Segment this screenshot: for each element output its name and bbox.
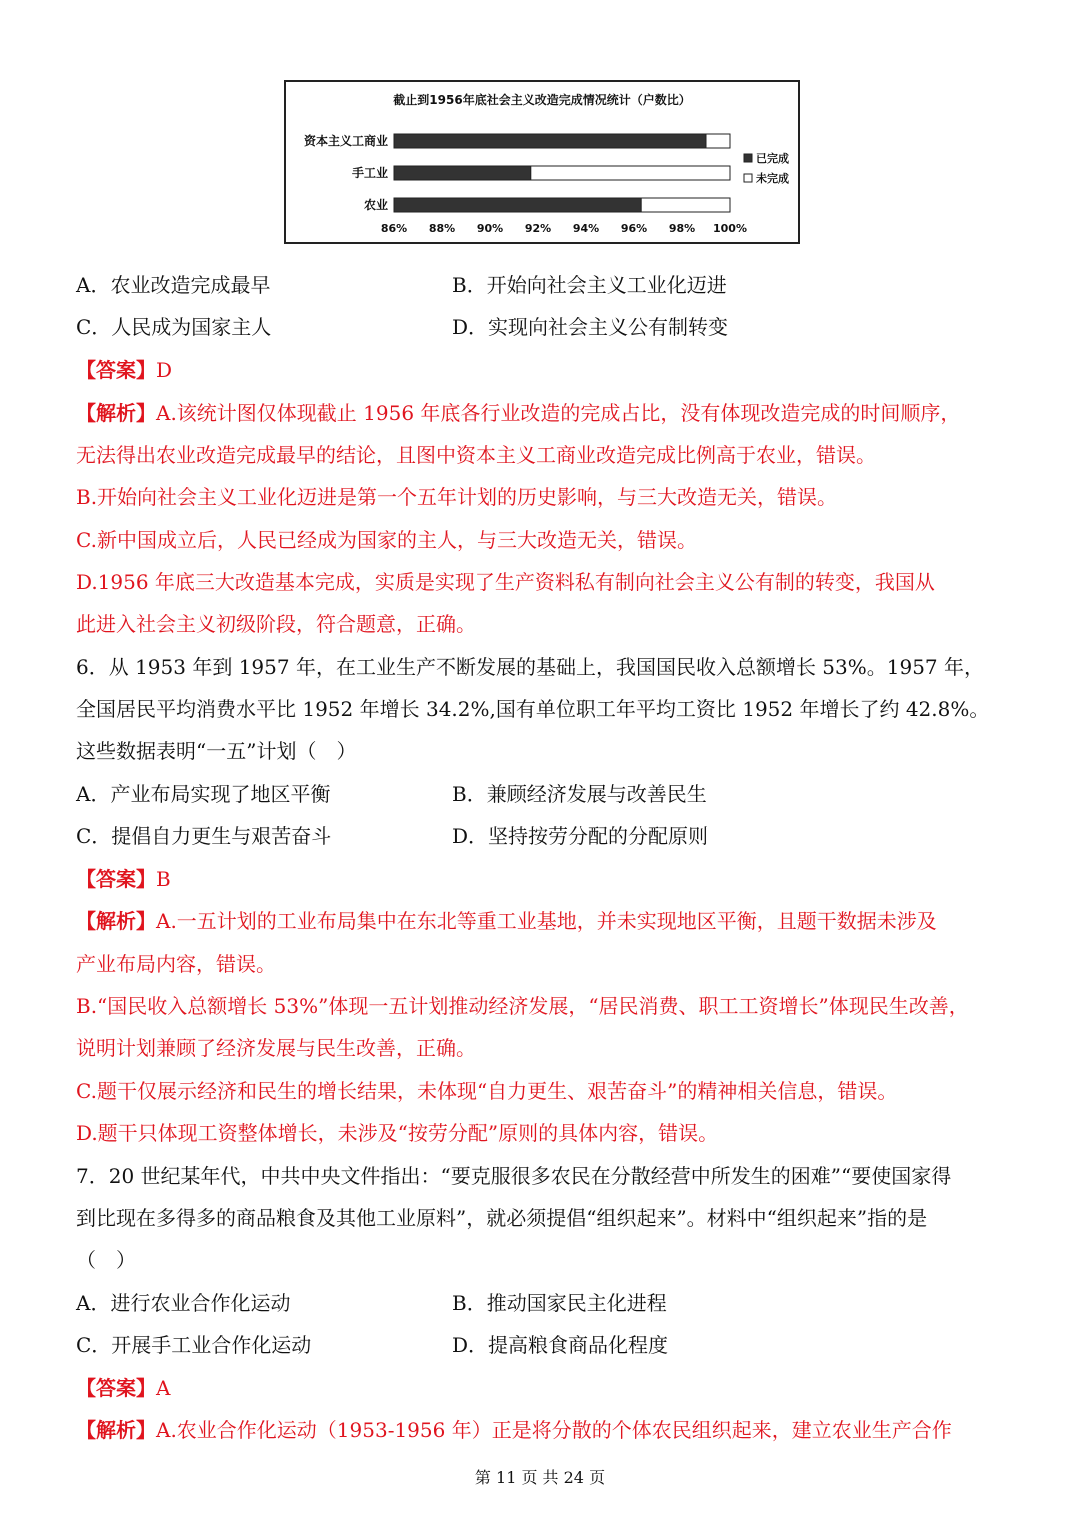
q5-analysis-line: 无法得出农业改造完成最早的结论，且图中资本主义工商业改造完成比例高于农业，错误。 — [76, 443, 876, 467]
analysis-label: 【解析】 — [76, 909, 156, 933]
chart-svg — [286, 82, 798, 242]
analysis-text: A.农业合作化运动（1953-1956 年）正是将分散的个体农民组织起来，建立农业生产合作 — [156, 1418, 952, 1442]
answer-label: 【答案】 — [76, 867, 156, 891]
q5-option-b: B．开始向社会主义工业化迈进 — [452, 273, 727, 297]
q5-option-d: D．实现向社会主义公有制转变 — [452, 315, 729, 339]
legend-label: 未完成 — [756, 172, 789, 185]
x-tick-label: 88% — [428, 222, 456, 235]
bar-chart — [284, 80, 800, 244]
q7-option-c: C．开展手工业合作化运动 — [76, 1333, 312, 1357]
q5-option-a: A．农业改造完成最早 — [76, 273, 271, 297]
q6-answer — [76, 867, 171, 891]
answer-value: A — [156, 1376, 171, 1400]
q6-stem-line: 全国居民平均消费水平比 1952 年增长 34.2%,国有单位职工年平均工资比 1952 年增长了约 42.8%。 — [76, 697, 990, 721]
q7-option-b: B．推动国家民主化进程 — [452, 1291, 667, 1315]
page-footer: 第 11 页 共 24 页 — [474, 1468, 606, 1487]
q7-option-d: D．提高粮食商品化程度 — [452, 1333, 669, 1357]
answer-value: D — [156, 358, 173, 382]
q6-stem-line: 这些数据表明“一五”计划（ ） — [76, 739, 357, 763]
q5-analysis-line: 此进入社会主义初级阶段，符合题意，正确。 — [76, 612, 476, 636]
answer-label: 【答案】 — [76, 358, 156, 382]
q6-option-a: A．产业布局实现了地区平衡 — [76, 782, 331, 806]
legend-swatch — [744, 154, 752, 162]
q6-stem-line: 6．从 1953 年到 1957 年，在工业生产不断发展的基础上，我国国民收入总额增长 53%。1957 年， — [76, 655, 985, 679]
legend-label: 已完成 — [756, 152, 789, 165]
answer-label: 【答案】 — [76, 1376, 156, 1400]
q7-answer — [76, 1376, 170, 1400]
q7-analysis-line — [76, 1418, 952, 1442]
q6-option-d: D．坚持按劳分配的分配原则 — [452, 824, 709, 848]
bar-incomplete — [531, 166, 730, 180]
bar-completed — [394, 134, 706, 148]
q5-analysis-line — [76, 401, 960, 425]
q5-analysis-line: D.1956 年底三大改造基本完成，实质是实现了生产资料私有制向社会主义公有制的转变，我国从 — [76, 570, 935, 594]
q7-stem-line: 到比现在多得多的商品粮食及其他工业原料”，就必须提倡“组织起来”。材料中“组织起来”指的是 — [76, 1206, 928, 1230]
analysis-label: 【解析】 — [76, 401, 156, 425]
q6-analysis-line: 说明计划兼顾了经济发展与民生改善，正确。 — [76, 1036, 476, 1060]
q6-option-c: C．提倡自力更生与艰苦奋斗 — [76, 824, 332, 848]
bar-incomplete — [641, 198, 730, 212]
bar-completed — [394, 198, 641, 212]
q6-analysis-line: B.“国民收入总额增长 53%”体现一五计划推动经济发展，“居民消费、职工工资增长”体现民生改善， — [76, 994, 969, 1018]
bar-incomplete — [706, 134, 730, 148]
x-tick-label: 98% — [668, 222, 696, 235]
q5-option-c: C．人民成为国家主人 — [76, 315, 272, 339]
q7-stem-line: 7．20 世纪某年代，中共中央文件指出：“要克服很多农民在分散经营中所发生的困难”“要使国家得 — [76, 1164, 952, 1188]
x-tick-label: 92% — [524, 222, 552, 235]
x-tick-label: 100% — [713, 222, 747, 235]
q6-analysis-line: C.题干仅展示经济和民生的增长结果，未体现“自力更生、艰苦奋斗”的精神相关信息，错误。 — [76, 1079, 898, 1103]
x-tick-label: 90% — [476, 222, 504, 235]
q5-answer — [76, 358, 172, 382]
category-label: 农业 — [363, 198, 388, 212]
category-label: 手工业 — [351, 166, 388, 180]
q6-analysis-line: 产业布局内容，错误。 — [76, 952, 276, 976]
q6-analysis-line: D.题干只体现工资整体增长，未涉及“按劳分配”原则的具体内容，错误。 — [76, 1121, 719, 1145]
x-tick-label: 86% — [380, 222, 408, 235]
x-tick-label: 96% — [620, 222, 648, 235]
answer-value: B — [156, 867, 171, 891]
analysis-text: A.一五计划的工业布局集中在东北等重工业基地，并未实现地区平衡，且题干数据未涉及 — [156, 909, 937, 933]
category-label: 资本主义工商业 — [303, 134, 388, 148]
legend-swatch — [744, 174, 752, 182]
q5-analysis-line: B.开始向社会主义工业化迈进是第一个五年计划的历史影响，与三大改造无关，错误。 — [76, 485, 838, 509]
q6-option-b: B．兼顾经济发展与改善民生 — [452, 782, 707, 806]
x-tick-label: 94% — [572, 222, 600, 235]
bar-completed — [394, 166, 531, 180]
q5-analysis-line: C.新中国成立后，人民已经成为国家的主人，与三大改造无关，错误。 — [76, 528, 697, 552]
analysis-label: 【解析】 — [76, 1418, 156, 1442]
chart-title: 截止到1956年底社会主义改造完成情况统计（户数比） — [393, 93, 691, 107]
q7-option-a: A．进行农业合作化运动 — [76, 1291, 291, 1315]
q7-stem-line: （ ） — [76, 1248, 136, 1272]
analysis-text: A.该统计图仅体现截止 1956 年底各行业改造的完成占比，没有体现改造完成的时间顺序， — [156, 401, 961, 425]
q6-analysis-line — [76, 909, 937, 933]
